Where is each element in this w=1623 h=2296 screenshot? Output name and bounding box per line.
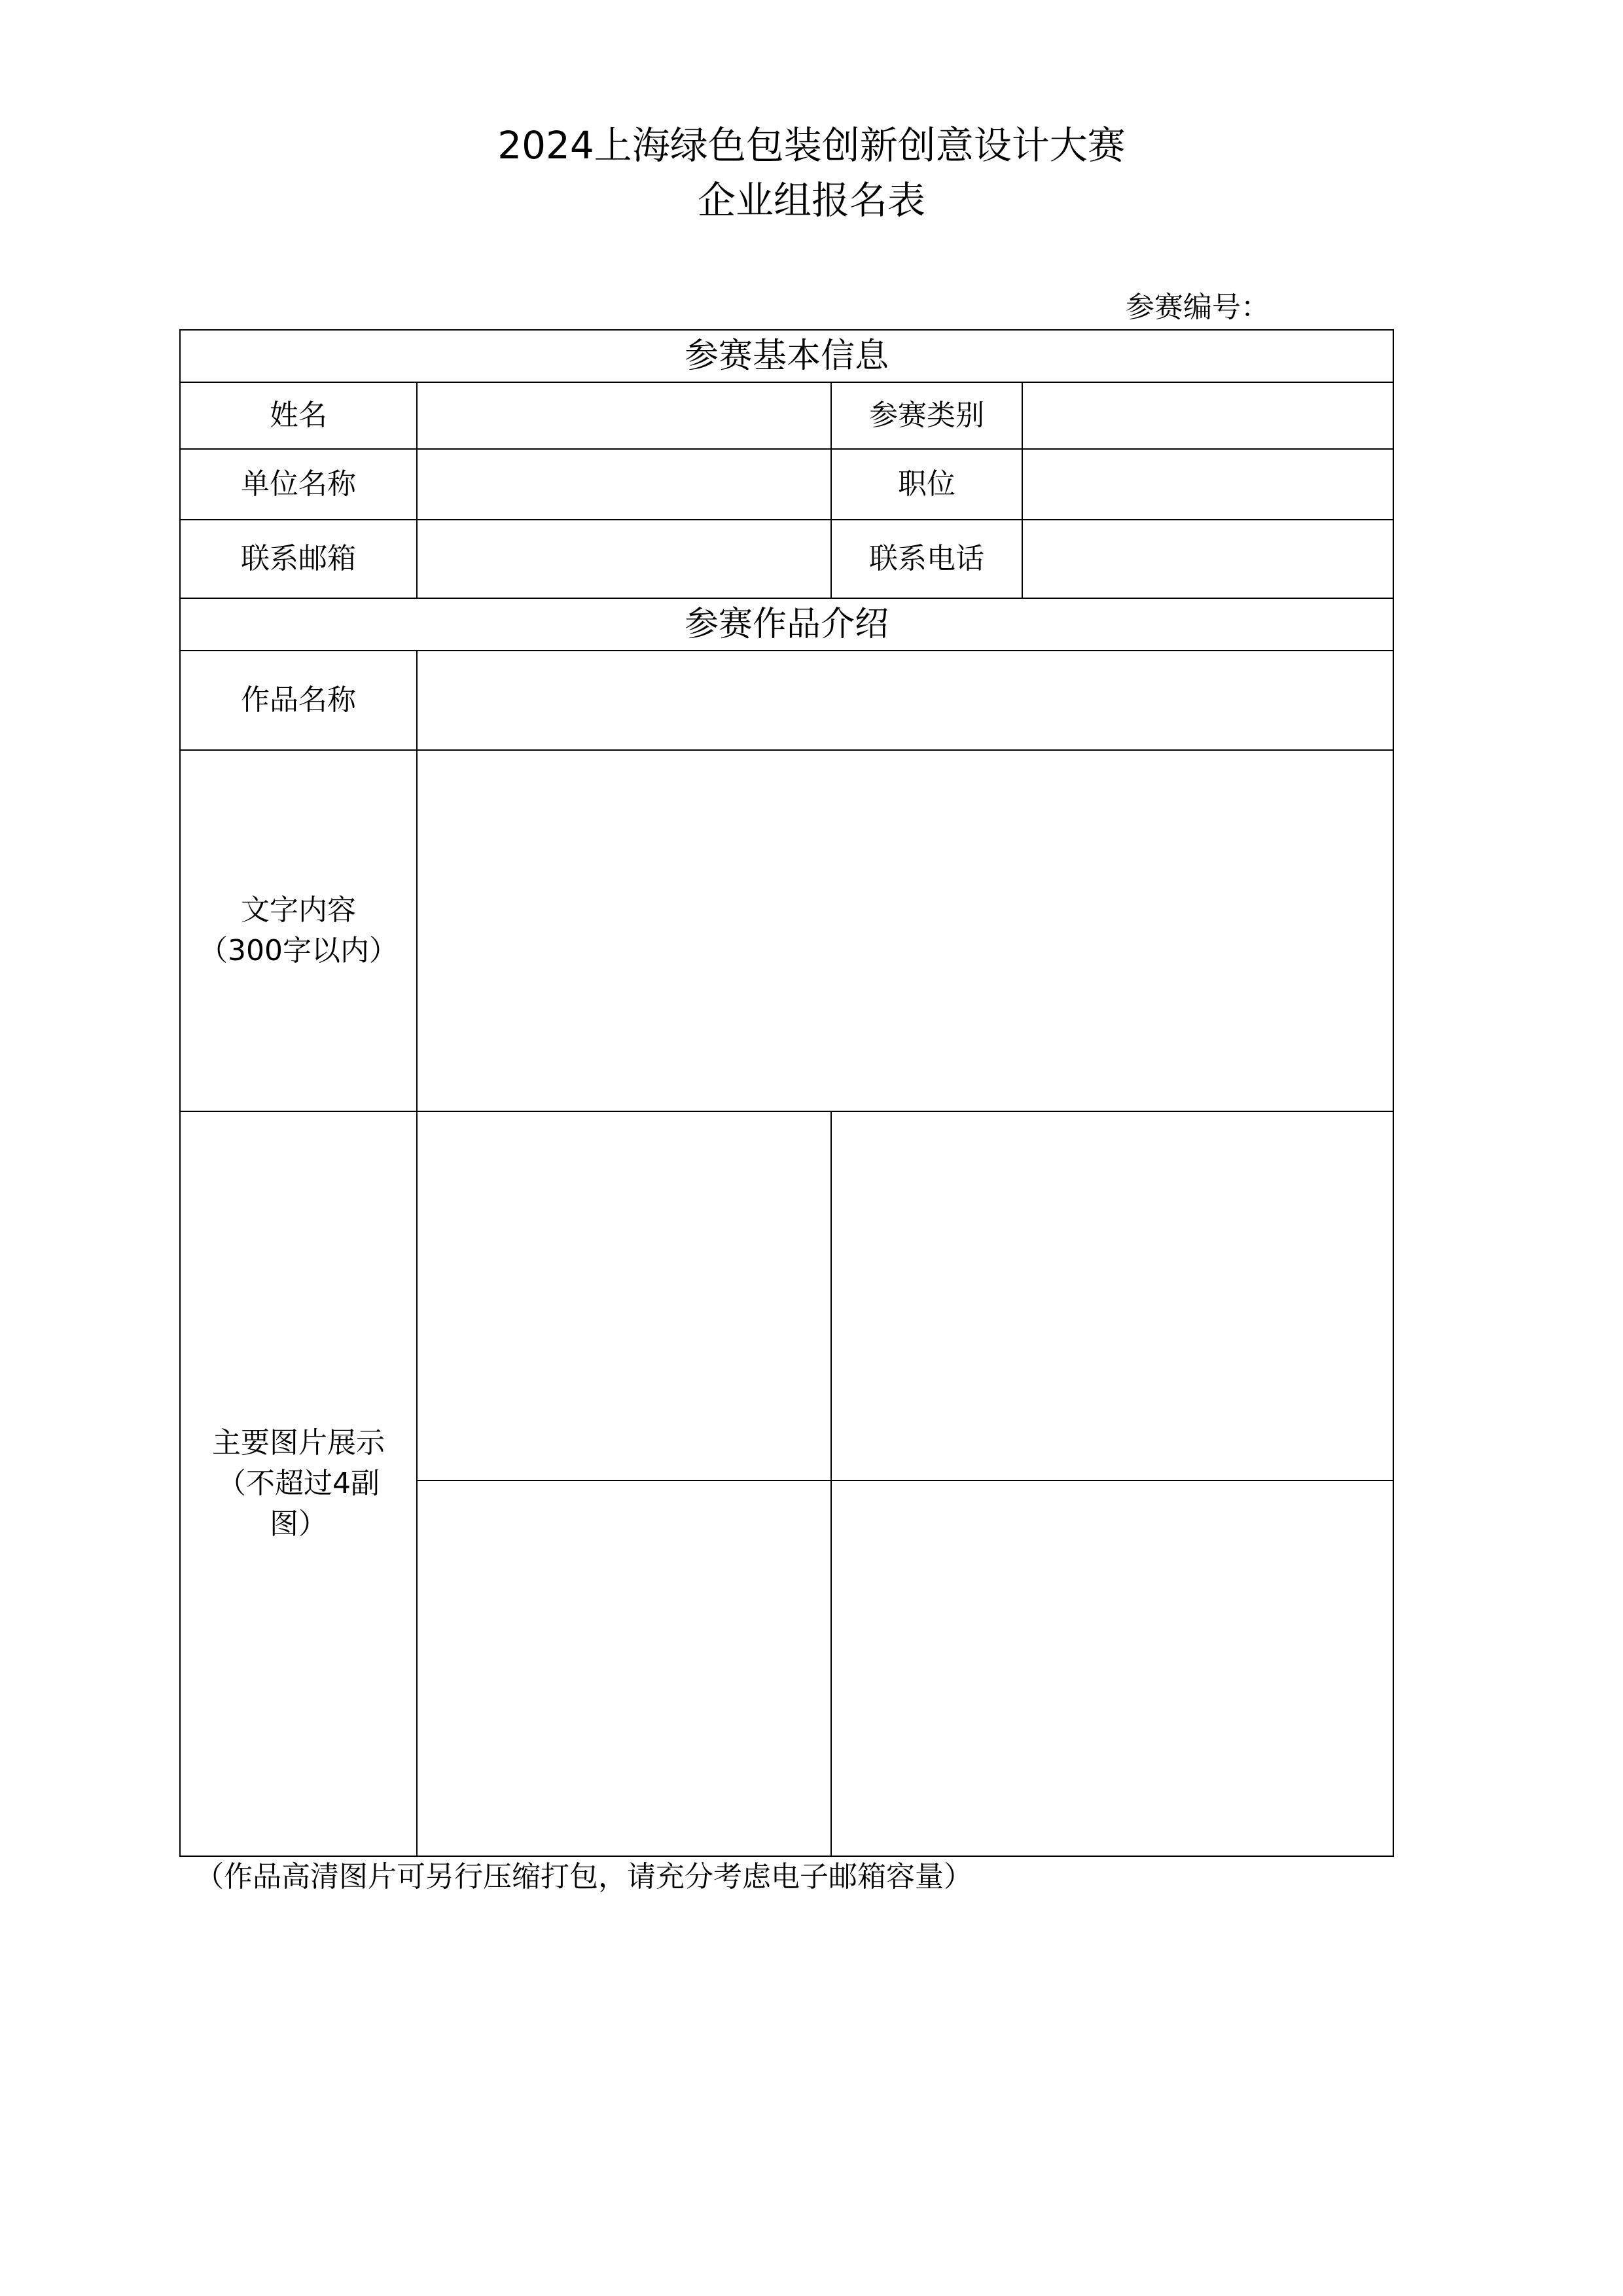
name-field[interactable] xyxy=(417,382,831,449)
position-field[interactable] xyxy=(1022,449,1393,520)
text-content-label-hint: （300字以内） xyxy=(199,934,398,967)
main-images-label-main: 主要图片展示 xyxy=(212,1426,385,1460)
phone-field[interactable] xyxy=(1022,520,1393,598)
registration-number-label: 参赛编号： xyxy=(1126,291,1270,324)
image-slot-4[interactable] xyxy=(831,1480,1393,1856)
text-content-label-main: 文字内容 xyxy=(241,893,356,927)
email-field[interactable] xyxy=(417,520,831,598)
image-slot-3[interactable] xyxy=(417,1480,831,1856)
work-intro-section-header: 参赛作品介绍 xyxy=(180,598,1393,651)
position-label: 职位 xyxy=(831,449,1022,520)
image-slot-2[interactable] xyxy=(831,1111,1393,1480)
footer-note: （作品高清图片可另行压缩打包，请充分考虑电子邮箱容量） xyxy=(195,1860,972,1893)
name-label: 姓名 xyxy=(180,382,417,449)
category-label: 参赛类别 xyxy=(831,382,1022,449)
main-images-label-hint-1: （不超过4副 xyxy=(217,1467,380,1500)
registration-form-table xyxy=(179,329,1394,1857)
phone-label: 联系电话 xyxy=(831,520,1022,598)
category-field[interactable] xyxy=(1022,382,1393,449)
basic-info-section-header: 参赛基本信息 xyxy=(180,330,1393,382)
form-title: 2024上海绿色包装创新创意设计大赛 xyxy=(497,123,1126,168)
company-field[interactable] xyxy=(417,449,831,520)
text-content-field[interactable] xyxy=(417,750,1393,1111)
form-subtitle: 企业组报名表 xyxy=(697,178,925,223)
work-name-field[interactable] xyxy=(417,651,1393,750)
work-name-label: 作品名称 xyxy=(180,651,417,750)
main-images-label xyxy=(180,1111,417,1856)
main-images-label-hint-2: 图） xyxy=(270,1507,327,1541)
email-label: 联系邮箱 xyxy=(180,520,417,598)
company-label: 单位名称 xyxy=(180,449,417,520)
image-slot-1[interactable] xyxy=(417,1111,831,1480)
text-content-label xyxy=(180,750,417,1111)
